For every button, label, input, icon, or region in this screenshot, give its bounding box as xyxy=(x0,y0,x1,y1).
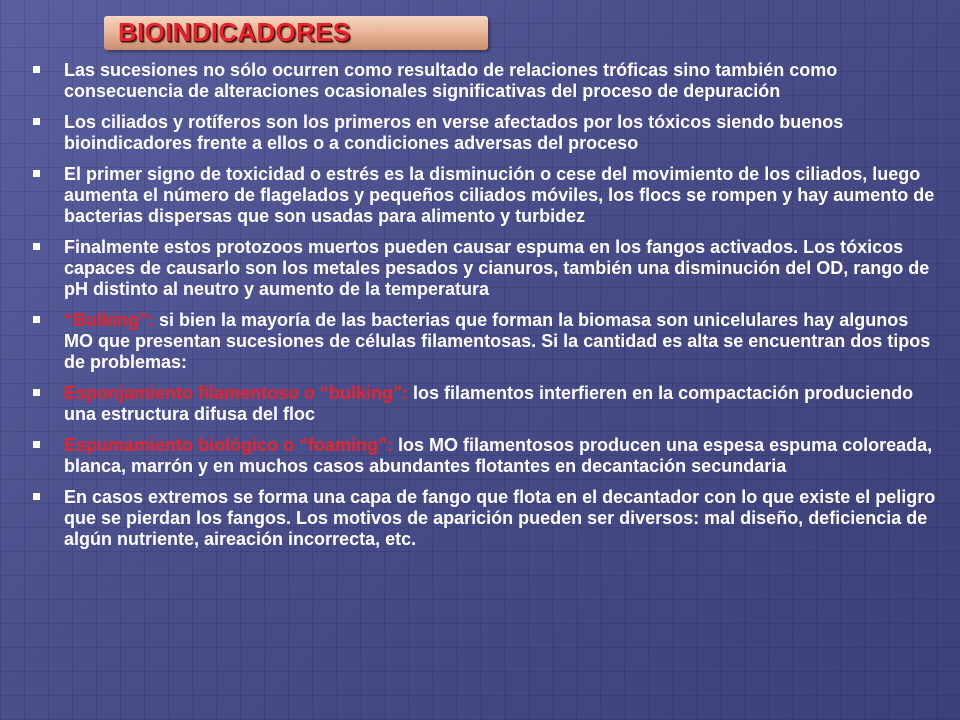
square-bullet-icon xyxy=(33,441,40,448)
bullet-item xyxy=(28,112,940,154)
bullet-text: Los ciliados y rotíferos son los primeros en verse afectados por los tóxicos siendo buenos bioindicadores frente a ellos o a condiciones adversas del proceso xyxy=(64,112,844,153)
bullet-item xyxy=(28,237,940,300)
square-bullet-icon xyxy=(33,66,40,73)
slide-title: BIOINDICADORES xyxy=(118,17,351,47)
bullet-highlight: “Bulking”: xyxy=(64,310,154,330)
square-bullet-icon xyxy=(33,389,40,396)
bullet-item xyxy=(28,383,940,425)
bullet-item xyxy=(28,164,940,227)
bullet-text: En casos extremos se forma una capa de fango que flota en el decantador con lo que existe el peligro que se pierdan los fangos. Los motivos de aparición pueden ser diversos: mal diseño, deficiencia de algún nutriente, aireación incorrecta, etc. xyxy=(64,487,936,549)
square-bullet-icon xyxy=(33,243,40,250)
square-bullet-icon xyxy=(33,493,40,500)
bullet-item xyxy=(28,435,940,477)
bullet-text: los filamentos interfieren en la compactación produciendo una estructura difusa del floc xyxy=(64,383,914,424)
title-banner xyxy=(104,16,488,50)
bullet-text: El primer signo de toxicidad o estrés es la disminución o cese del movimiento de los ciliados, luego aumenta el número de flagelados y pequeños ciliados móviles, los flocs se rompen y hay aumento de bacterias dispersas que son usadas para alimento y turbidez xyxy=(64,164,935,226)
bullet-highlight: Espumamiento biológico o “foaming”: xyxy=(64,435,394,455)
bullet-item xyxy=(28,60,940,102)
square-bullet-icon xyxy=(33,316,40,323)
square-bullet-icon xyxy=(33,118,40,125)
bullet-list xyxy=(28,60,940,560)
bullet-item xyxy=(28,487,940,550)
bullet-item xyxy=(28,310,940,373)
bullet-text: Las sucesiones no sólo ocurren como resultado de relaciones tróficas sino también como consecuencia de alteraciones ocasionales significativas del proceso de depuración xyxy=(64,60,838,101)
bullet-text: los MO filamentosos producen una espesa espuma coloreada, blanca, marrón y en muchos casos abundantes flotantes en decantación secundaria xyxy=(64,435,933,476)
square-bullet-icon xyxy=(33,170,40,177)
bullet-text: si bien la mayoría de las bacterias que forman la biomasa son unicelulares hay algunos MO que presentan sucesiones de células filamentosas. Si la cantidad es alta se encuentran dos tipos de problemas: xyxy=(64,310,931,372)
bullet-highlight: Esponjamiento filamentoso o “bulking”: xyxy=(64,383,409,403)
bullet-text: Finalmente estos protozoos muertos pueden causar espuma en los fangos activados. Los tóxicos capaces de causarlo son los metales pesados y cianuros, también una disminución del OD, rango de pH distinto al neutro y aumento de la temperatura xyxy=(64,237,930,299)
